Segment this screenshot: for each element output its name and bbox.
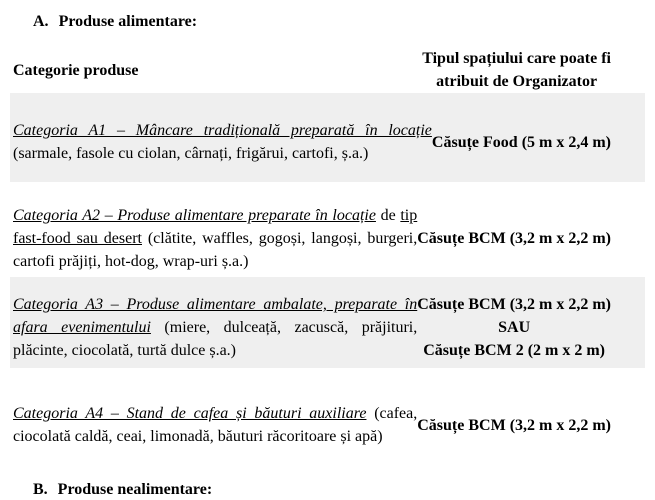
space-cell	[417, 414, 645, 437]
space-column-header-line2: atribuit de Organizator	[436, 73, 598, 90]
section-b-heading	[33, 478, 645, 500]
category-cell	[10, 402, 417, 448]
table-row	[10, 93, 645, 182]
category-detail: (cafea, ciocolată caldă, ceai, limonadă, băuturi răcoritoare și apă)	[13, 405, 418, 445]
category-detail: (clătite, waffles, gogoși, langoși, burgeri, cartofi prăjiți, hot-dog, wrap-uri ș.a.)	[13, 230, 418, 270]
section-a-marker: A.	[33, 13, 49, 30]
category-column-header-label: Categorie produse	[13, 61, 139, 79]
category-title: Categoria A3 – Produse alimentare ambalate, preparate în afara evenimentului	[13, 296, 418, 336]
category-detail: (sarmale, fasole cu ciolan, cârnați, frigărui, cartofi, ș.a.)	[13, 145, 369, 162]
section-a-heading	[33, 10, 645, 33]
section-b-title: Produse nealimentare:	[57, 481, 213, 498]
category-title: Categoria A1 – Mâncare tradițională preparată în locație	[13, 122, 432, 139]
section-a-title: Produse alimentare:	[58, 13, 198, 30]
space-cell	[417, 293, 645, 362]
space-option: Căsuțe BCM (3,2 m x 2,2 m)	[417, 416, 611, 434]
category-title: Categoria A4 – Stand de cafea și băuturi auxiliare	[13, 405, 367, 422]
space-option: Căsuțe BCM (3,2 m x 2,2 m)	[417, 230, 611, 247]
space-cell	[417, 227, 645, 250]
category-title: Categoria A2 – Produse alimentare preparate în locație	[13, 207, 376, 224]
space-option: Căsuțe BCM (3,2 m x 2,2 m)	[417, 296, 611, 313]
category-column-header	[10, 59, 422, 82]
space-column-header-line1: Tipul spațiului care poate fi	[422, 50, 611, 67]
category-detail: (miere, dulceață, zacuscă, prăjituri, plăcinte, ciocolată, turtă dulce ș.a.)	[13, 319, 418, 359]
space-option: Căsuțe Food (5 m x 2,4 m)	[431, 133, 611, 151]
table-row	[10, 204, 645, 273]
category-connector: de	[375, 207, 401, 224]
space-or-separator: SAU	[498, 319, 531, 336]
table-header-row	[10, 47, 645, 93]
table-row	[10, 277, 645, 368]
space-option: Căsuțe BCM 2 (2 m x 2 m)	[423, 342, 605, 359]
space-cell	[432, 131, 645, 154]
category-cell	[10, 204, 417, 273]
category-subtitle-underlined: tip fast-food sau desert	[13, 207, 418, 247]
section-b-marker: B.	[33, 481, 48, 498]
space-column-header	[422, 47, 645, 93]
category-cell	[10, 119, 432, 165]
table-row	[10, 402, 645, 448]
category-cell	[10, 293, 417, 362]
